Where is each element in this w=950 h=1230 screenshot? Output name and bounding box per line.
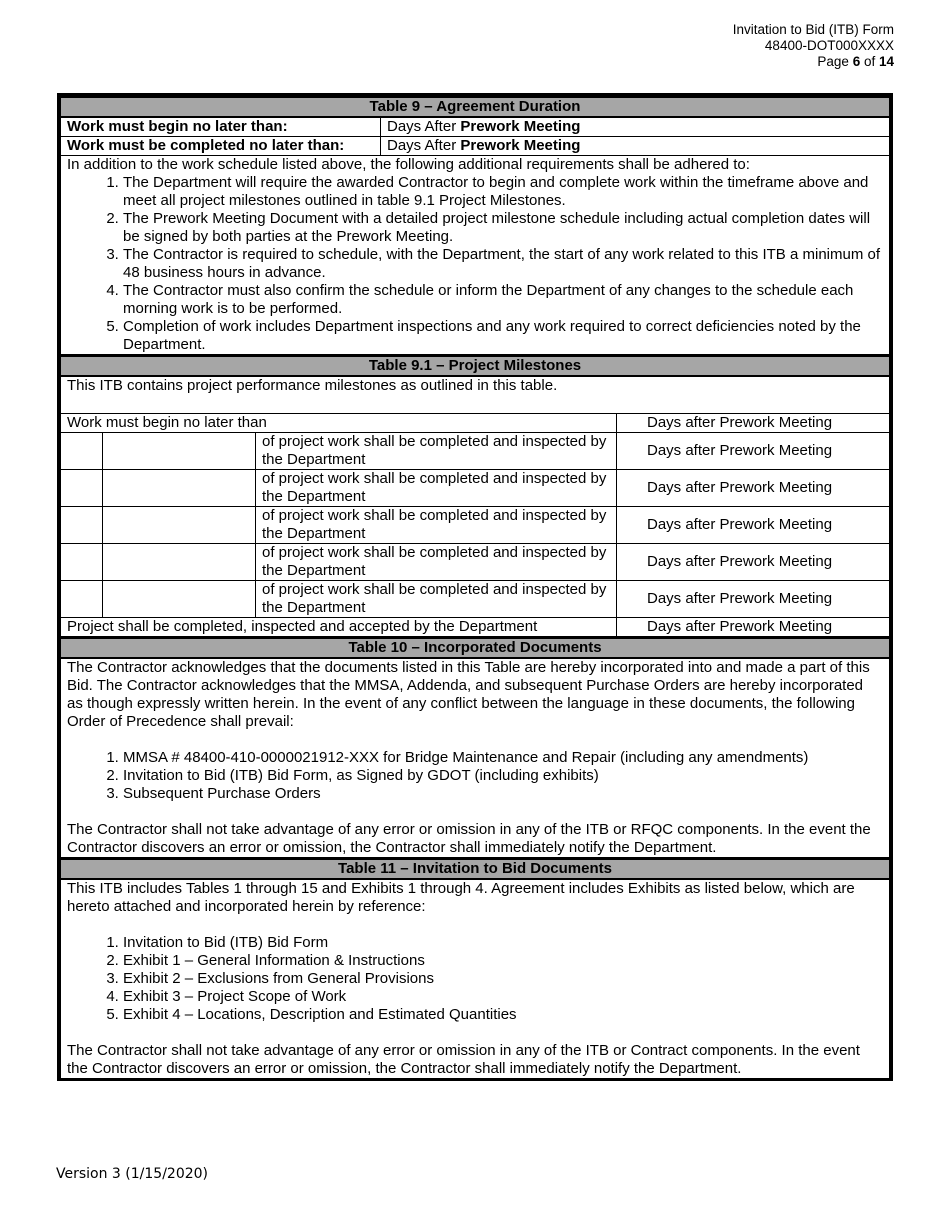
incorporated-docs-cell <box>61 658 890 858</box>
table-row <box>61 433 890 470</box>
percent-cell <box>61 581 103 618</box>
begin-value: Days After Prework Meeting <box>381 117 890 137</box>
milestone-begin-label: Work must begin no later than <box>61 414 617 433</box>
blank-cell <box>103 470 256 507</box>
milestone-begin-value: Days after Prework Meeting <box>617 414 890 433</box>
list-item: 5. Completion of work includes Department inspections and any work required to correct deficiencies noted by the Department. <box>123 318 883 354</box>
table-9-1-title: Table 9.1 – Project Milestones <box>61 356 890 376</box>
page-header <box>733 22 894 70</box>
incorporated-intro: The Contractor acknowledges that the documents listed in this Table are hereby incorporated into and made a part of this Bid. The Contractor acknowledges that the MMSA, Addenda, and subsequent Purchase Orders are hereby incorporated as though expressly written herein. In the event of any conflict between the language in these documents, the following Order of Precedence shall prevail: <box>67 659 870 730</box>
requirements-cell <box>61 156 890 355</box>
milestone-text: of project work shall be completed and inspected by the Department <box>256 507 617 544</box>
itb-docs-cell <box>61 879 890 1078</box>
list-item: 1. The Department will require the awarded Contractor to begin and complete work within the timeframe above and meet all project milestones outlined in table 9.1 Project Milestones. <box>123 174 883 210</box>
itb-docs-closing: The Contractor shall not take advantage of any error or omission in any of the ITB or Contract components. In the event the Contractor discovers an error or omission, the Contractor shall immediately notify the Department. <box>67 1042 860 1077</box>
milestone-value: Days after Prework Meeting <box>617 433 890 470</box>
table-row <box>61 544 890 581</box>
percent-cell <box>61 433 103 470</box>
list-item: 4. Exhibit 3 – Project Scope of Work <box>123 988 883 1006</box>
form-title: Invitation to Bid (ITB) Form <box>732 22 894 37</box>
incorporated-closing: The Contractor shall not take advantage of any error or omission in any of the ITB or RFQC components. In the event the Contractor discovers an error or omission, the Contractor shall immediately notify the Department. <box>67 821 871 856</box>
complete-label: Work must be completed no later than: <box>61 137 381 156</box>
list-item: 3. The Contractor is required to schedule, with the Department, the start of any work related to this ITB a minimum of 48 business hours in advance. <box>123 246 883 282</box>
table-row <box>61 470 890 507</box>
precedence-list <box>67 749 883 803</box>
blank-cell <box>103 544 256 581</box>
itb-docs-intro: This ITB includes Tables 1 through 15 and Exhibits 1 through 4. Agreement includes Exhibits as listed below, which are hereto attached and incorporated herein by reference: <box>67 880 855 915</box>
list-item: 4. The Contractor must also confirm the schedule or inform the Department of any changes to the schedule each morning work is to be performed. <box>123 282 883 318</box>
version-footer: Version 3 (1/15/2020) <box>56 1166 208 1182</box>
list-item: 3. Exhibit 2 – Exclusions from General Provisions <box>123 970 883 988</box>
milestone-value: Days after Prework Meeting <box>617 507 890 544</box>
table-9-agreement-duration <box>60 96 890 355</box>
list-item: 1. Invitation to Bid (ITB) Bid Form <box>123 934 883 952</box>
milestone-text: of project work shall be completed and inspected by the Department <box>256 433 617 470</box>
blank-cell <box>103 433 256 470</box>
milestone-final-value: Days after Prework Meeting <box>617 618 890 637</box>
milestone-text: of project work shall be completed and inspected by the Department <box>256 581 617 618</box>
list-item: 2. Invitation to Bid (ITB) Bid Form, as Signed by GDOT (including exhibits) <box>123 767 883 785</box>
form-number: 48400-DOT000XXXX <box>764 38 894 53</box>
table-10-title: Table 10 – Incorporated Documents <box>61 638 890 658</box>
table-11-itb-documents <box>60 858 890 1078</box>
table-9-1-project-milestones <box>60 355 890 637</box>
list-item: 3. Subsequent Purchase Orders <box>123 785 883 803</box>
milestone-value: Days after Prework Meeting <box>617 581 890 618</box>
milestone-final-label: Project shall be completed, inspected and accepted by the Department <box>61 618 617 637</box>
list-item: 1. MMSA # 48400-410-0000021912-XXX for Bridge Maintenance and Repair (including any amendments) <box>123 749 883 767</box>
exhibits-list <box>67 934 883 1024</box>
blank-cell <box>103 507 256 544</box>
percent-cell <box>61 544 103 581</box>
milestones-intro: This ITB contains project performance milestones as outlined in this table. <box>61 376 890 414</box>
requirements-intro: In addition to the work schedule listed above, the following additional requirements shall be adhered to: <box>67 156 750 173</box>
milestone-value: Days after Prework Meeting <box>617 470 890 507</box>
complete-value: Days After Prework Meeting <box>381 137 890 156</box>
table-10-incorporated-documents <box>60 637 890 858</box>
page-number: Page 6 of 14 <box>817 54 894 69</box>
milestone-value: Days after Prework Meeting <box>617 544 890 581</box>
table-row <box>61 507 890 544</box>
blank-cell <box>103 581 256 618</box>
list-item: 2. Exhibit 1 – General Information & Instructions <box>123 952 883 970</box>
milestone-text: of project work shall be completed and inspected by the Department <box>256 544 617 581</box>
percent-cell <box>61 507 103 544</box>
requirements-list <box>67 174 883 354</box>
table-row <box>61 581 890 618</box>
table-9-title: Table 9 – Agreement Duration <box>61 97 890 117</box>
milestone-text: of project work shall be completed and inspected by the Department <box>256 470 617 507</box>
percent-cell <box>61 470 103 507</box>
begin-label: Work must begin no later than: <box>61 117 381 137</box>
list-item: 5. Exhibit 4 – Locations, Description and Estimated Quantities <box>123 1006 883 1024</box>
table-11-title: Table 11 – Invitation to Bid Documents <box>61 859 890 879</box>
document-body <box>57 93 893 1081</box>
list-item: 2. The Prework Meeting Document with a detailed project milestone schedule including actual completion dates will be signed by both parties at the Prework Meeting. <box>123 210 883 246</box>
